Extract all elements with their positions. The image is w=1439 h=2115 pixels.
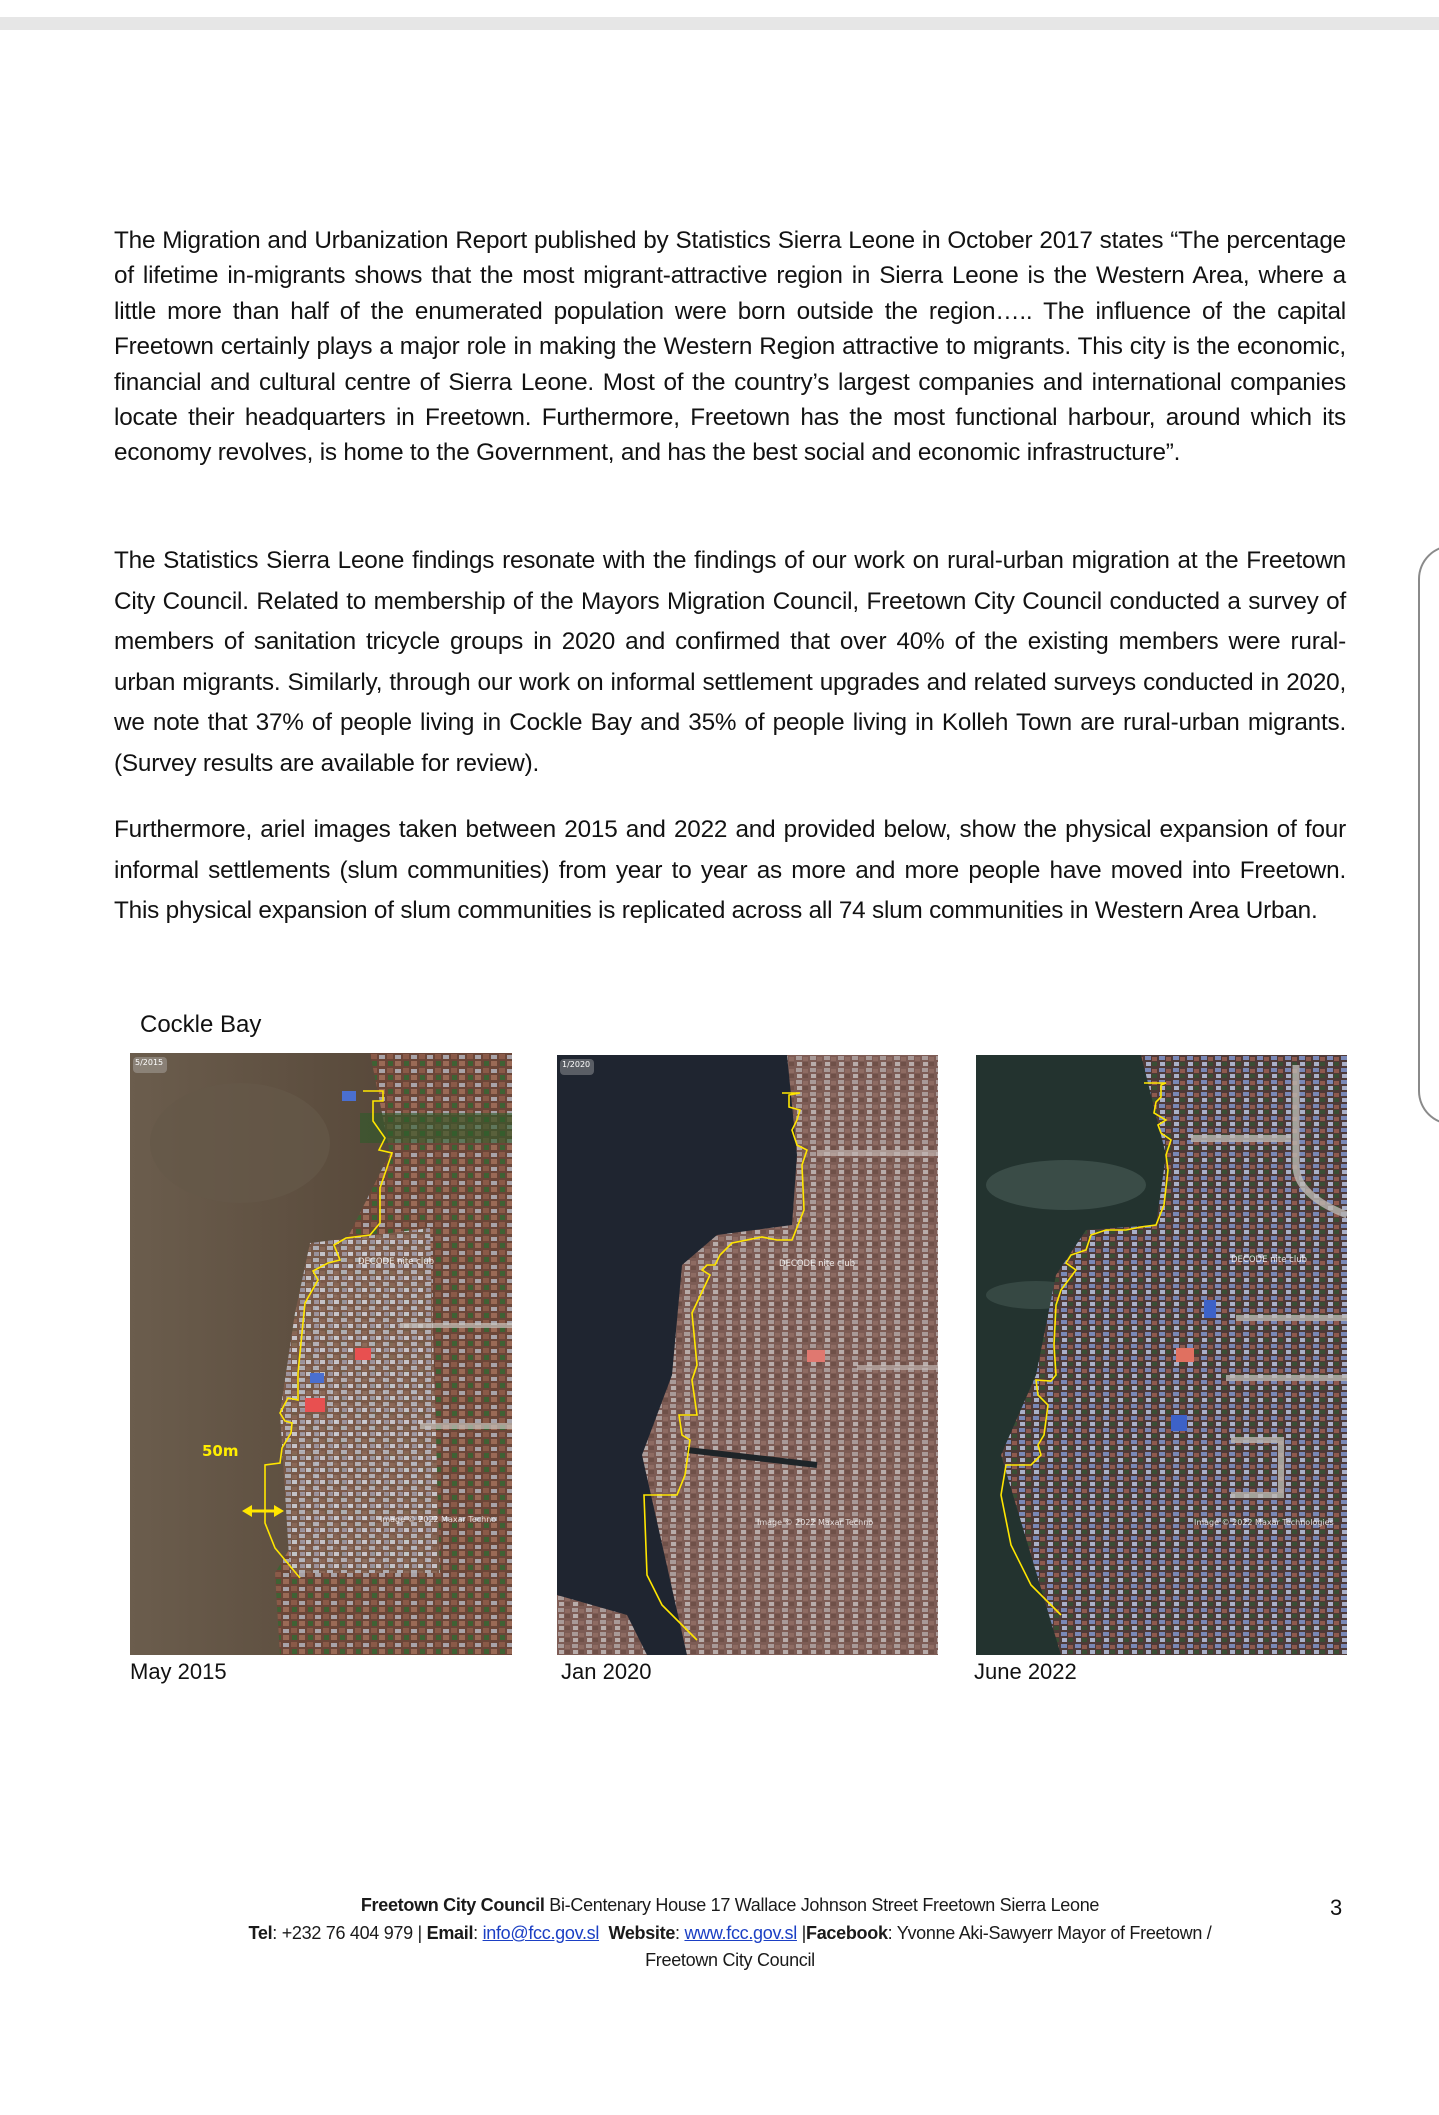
satellite-photo — [976, 1055, 1347, 1655]
paragraph-migration-report: The Migration and Urbanization Report published by Statistics Sierra Leone in October 2017 states “The percentage of lifetime in-migrants shows that the most migrant-attractive region in Sierra Leone is the Western Area, where a little more than half of the enumerated population were born outside the region….. The influence of the capital Freetown certainly plays a major role in making the Western Region attractive to migrants. This city is the economic, financial and cultural centre of Sierra Leone. Most of the country’s largest companies and international companies locate their headquarters in Freetown. Furthermore, Freetown has the most functional harbour, around which its economy revolves, is home to the Government, and has the best social and economic infrastructure”. — [114, 227, 1346, 467]
satellite-photo — [130, 1053, 512, 1655]
footer-website-link[interactable]: www.fcc.gov.sl — [684, 1923, 797, 1943]
side-panel-edge — [1418, 545, 1439, 1125]
paragraph-aerial-images: Furthermore, ariel images taken between 2015 and 2022 and provided below, show the physical expansion of four informal settlements (slum communities) from year to year as more and more people have moved into Freetown. This physical expansion of slum communities is replicated across all 74 slum communities in Western Area Urban. — [114, 816, 1346, 924]
poi-label: DECODE nite club — [779, 1259, 855, 1269]
poi-label: DECODE nite club — [358, 1257, 434, 1267]
footer-facebook-continued: Freetown City Council — [645, 1950, 815, 1970]
footer-address: Bi-Centenary House 17 Wallace Johnson Street Freetown Sierra Leone — [549, 1895, 1100, 1915]
satellite-photo — [557, 1055, 938, 1655]
footer-website-label: Website — [608, 1923, 676, 1943]
timeline-date-overlay: 5/2015 — [133, 1057, 167, 1073]
footer-org-name: Freetown City Council — [360, 1895, 545, 1915]
imagery-copyright: Image © 2022 Maxar Techno — [380, 1515, 497, 1524]
figure-title: Cockle Bay — [140, 1011, 262, 1038]
viewer-top-bar — [0, 17, 1439, 30]
imagery-copyright: Image © 2022 Maxar Technologies — [1194, 1518, 1334, 1527]
aerial-image-may-2015 — [130, 1053, 512, 1655]
image-caption-june-2022: June 2022 — [974, 1659, 1077, 1684]
footer-facebook: : Yvonne Aki-Sawyerr Mayor of Freetown / — [887, 1923, 1212, 1943]
image-caption-jan-2020: Jan 2020 — [561, 1659, 652, 1684]
footer-facebook-label: Facebook — [806, 1923, 888, 1943]
footer-email-label: Email — [426, 1923, 474, 1943]
footer-tel: : +232 76 404 979 | — [272, 1923, 427, 1943]
footer-contact-line: Tel: +232 76 404 979 | Email: info@fcc.gov.sl Website: www.fcc.gov.sl |Facebook: Yvonne Aki-Sawyerr Mayor of Freetown / — [248, 1923, 1212, 1943]
paragraph-fcc-findings: The Statistics Sierra Leone findings resonate with the findings of our work on rural-urban migration at the Freetown City Council. Related to membership of the Mayors Migration Council, Freetown City Council conducted a survey of members of sanitation tricycle groups in 2020 and confirmed that over 40% of the existing members were rural-urban migrants. Similarly, through our work on informal settlement upgrades and related surveys conducted in 2020, we note that 37% of people living in Cockle Bay and 35% of people living in Kolleh Town are rural-urban migrants. (Survey results are available for review). — [114, 547, 1346, 777]
footer-tel-label: Tel — [248, 1923, 273, 1943]
footer-email-link[interactable]: info@fcc.gov.sl — [482, 1923, 600, 1943]
imagery-copyright: Image © 2022 Maxar Techno — [757, 1518, 874, 1527]
footer-separator: | — [796, 1923, 807, 1943]
image-caption-may-2015: May 2015 — [130, 1659, 227, 1684]
footer-address-line — [140, 1895, 1320, 1916]
aerial-image-jan-2020 — [557, 1055, 938, 1655]
page-number: 3 — [1330, 1895, 1343, 1920]
poi-label: DECODE nite club — [1231, 1255, 1307, 1265]
timeline-date-overlay: 1/2020 — [560, 1059, 594, 1075]
scale-label: 50m — [202, 1442, 239, 1460]
aerial-image-june-2022 — [976, 1055, 1347, 1655]
